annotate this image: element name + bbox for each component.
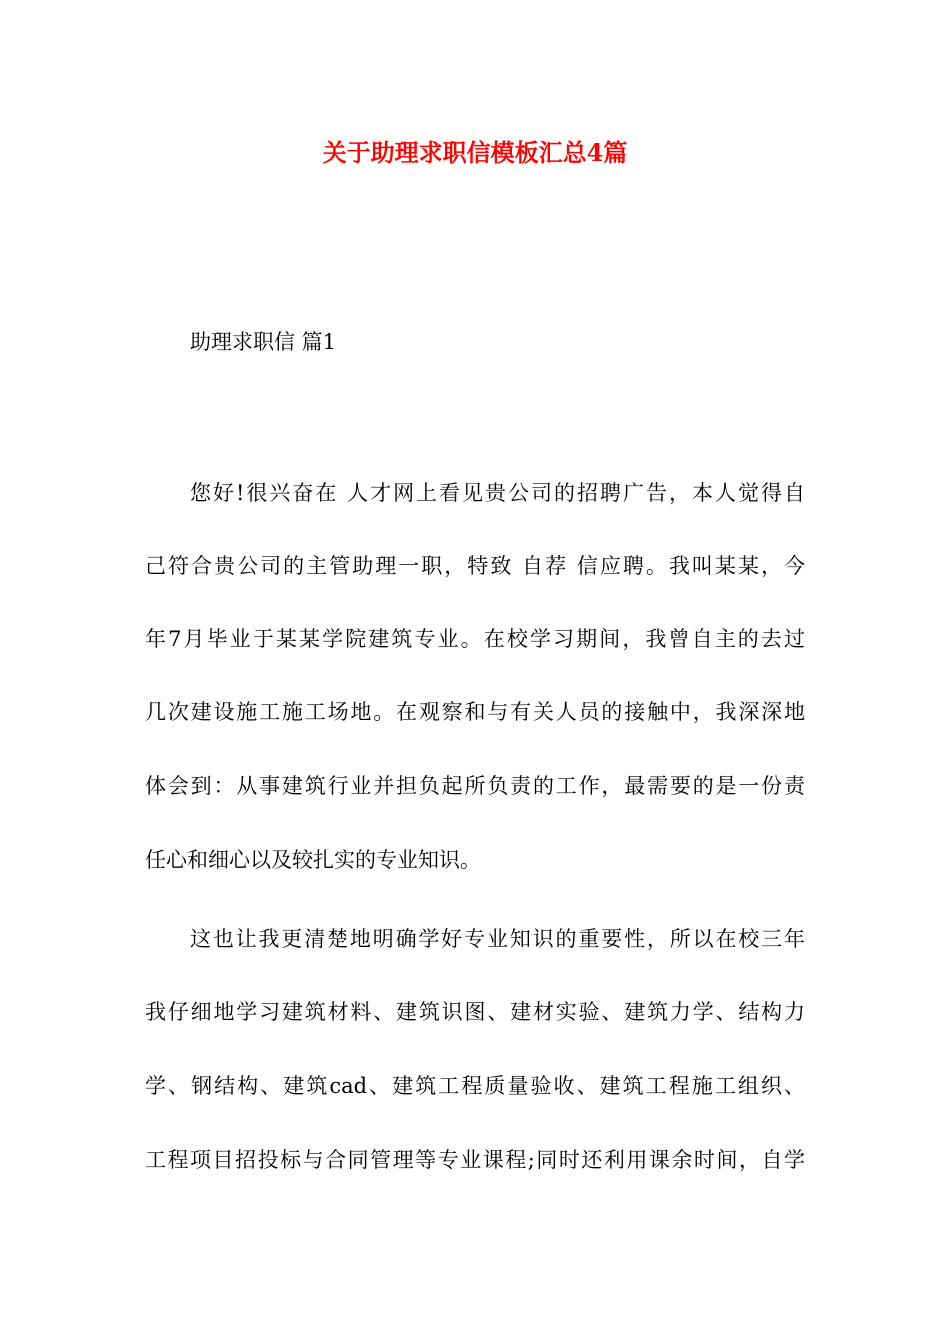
paragraph-line: 己符合贵公司的主管助理一职，特致 自荐 信应聘。我叫某某，今 (145, 554, 805, 578)
paragraph-line: 体会到：从事建筑行业并担负起所负责的工作，最需要的是一份责 (145, 774, 805, 798)
paragraph-line: 工程项目招投标与合同管理等专业课程;同时还利用课余时间，自学 (145, 1148, 805, 1172)
section-heading: 助理求职信 篇1 (190, 330, 337, 354)
document-title: 关于助理求职信模板汇总4篇 (322, 138, 628, 167)
paragraph-line: 您好!很兴奋在 人才网上看见贵公司的招聘广告，本人觉得自 (190, 481, 805, 505)
paragraph-line: 年7月毕业于某某学院建筑专业。在校学习期间，我曾自主的去过 (145, 627, 805, 651)
paragraph-line: 我仔细地学习建筑材料、建筑识图、建材实验、建筑力学、结构力 (145, 1000, 805, 1024)
paragraph-line: 学、钢结构、建筑cad、建筑工程质量验收、建筑工程施工组织、 (145, 1074, 805, 1098)
paragraph-line: 这也让我更清楚地明确学好专业知识的重要性，所以在校三年 (190, 927, 805, 951)
paragraph-line: 任心和细心以及较扎实的专业知识。 (145, 848, 481, 872)
paragraph-line: 几次建设施工施工场地。在观察和与有关人员的接触中，我深深地 (145, 700, 805, 724)
